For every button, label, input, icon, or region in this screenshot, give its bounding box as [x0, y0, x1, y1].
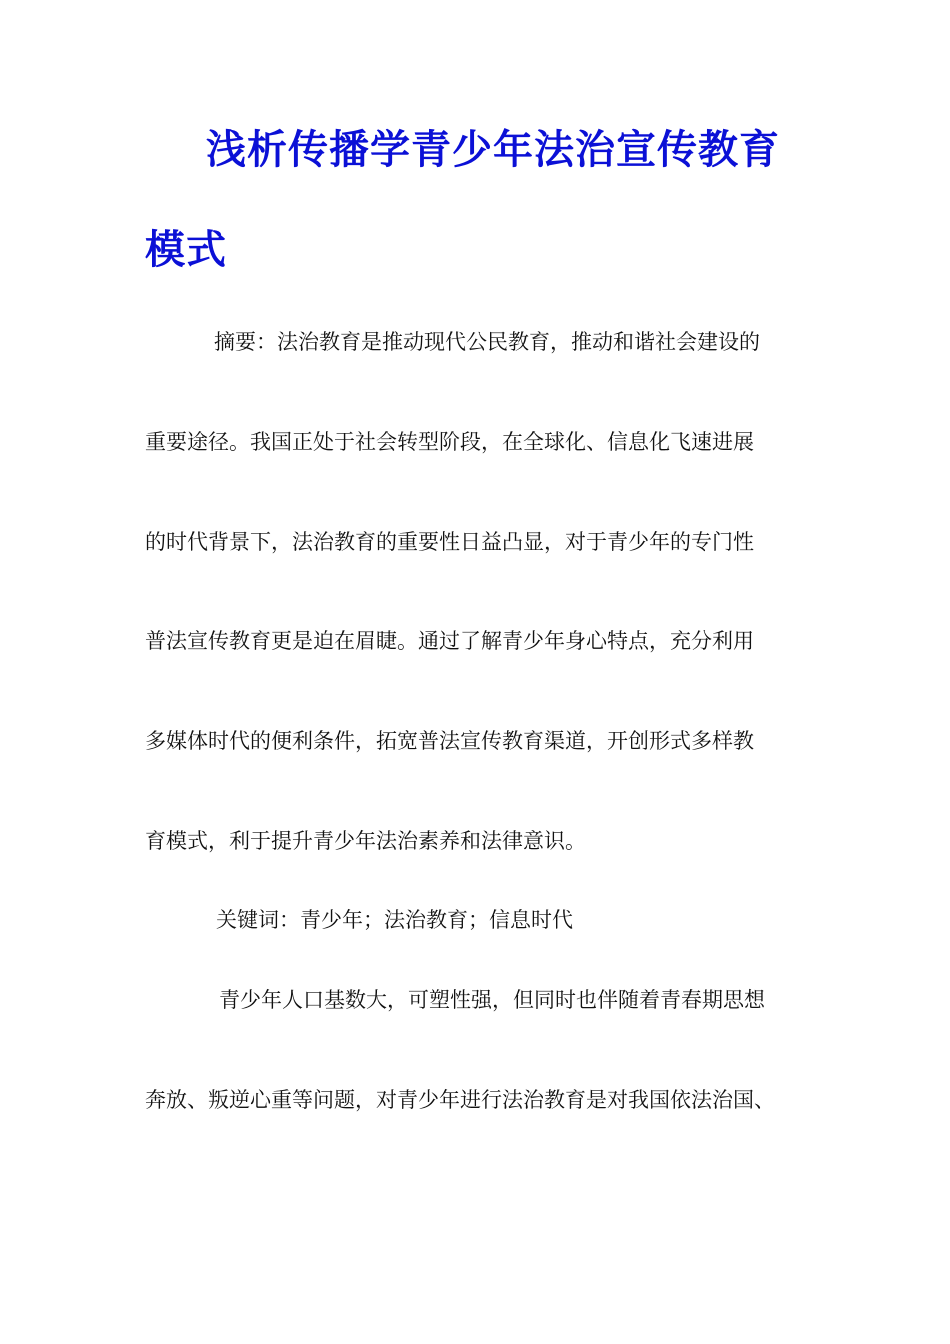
abstract-line: 重要途径。我国正处于社会转型阶段，在全球化、信息化飞速进展 [145, 430, 754, 454]
document-title-line-1: 浅析传播学青少年法治宣传教育 [206, 127, 780, 173]
abstract-line: 的时代背景下，法治教育的重要性日益凸显，对于青少年的专门性 [145, 530, 754, 554]
abstract-line: 育模式，利于提升青少年法治素养和法律意识。 [145, 829, 586, 853]
body-paragraph-line: 青少年人口基数大，可塑性强，但同时也伴随着青春期思想 [219, 988, 765, 1012]
abstract-line: 多媒体时代的便利条件，拓宽普法宣传教育渠道，开创形式多样教 [145, 729, 754, 753]
body-paragraph-line: 奔放、叛逆心重等问题，对青少年进行法治教育是对我国依法治国、 [145, 1088, 775, 1112]
abstract-line: 普法宣传教育更是迫在眉睫。通过了解青少年身心特点，充分利用 [145, 629, 754, 653]
document-title-line-2: 模式 [145, 227, 227, 273]
keywords-line: 关键词：青少年；法治教育；信息时代 [216, 908, 573, 932]
abstract-line: 摘要：法治教育是推动现代公民教育，推动和谐社会建设的 [214, 330, 760, 354]
